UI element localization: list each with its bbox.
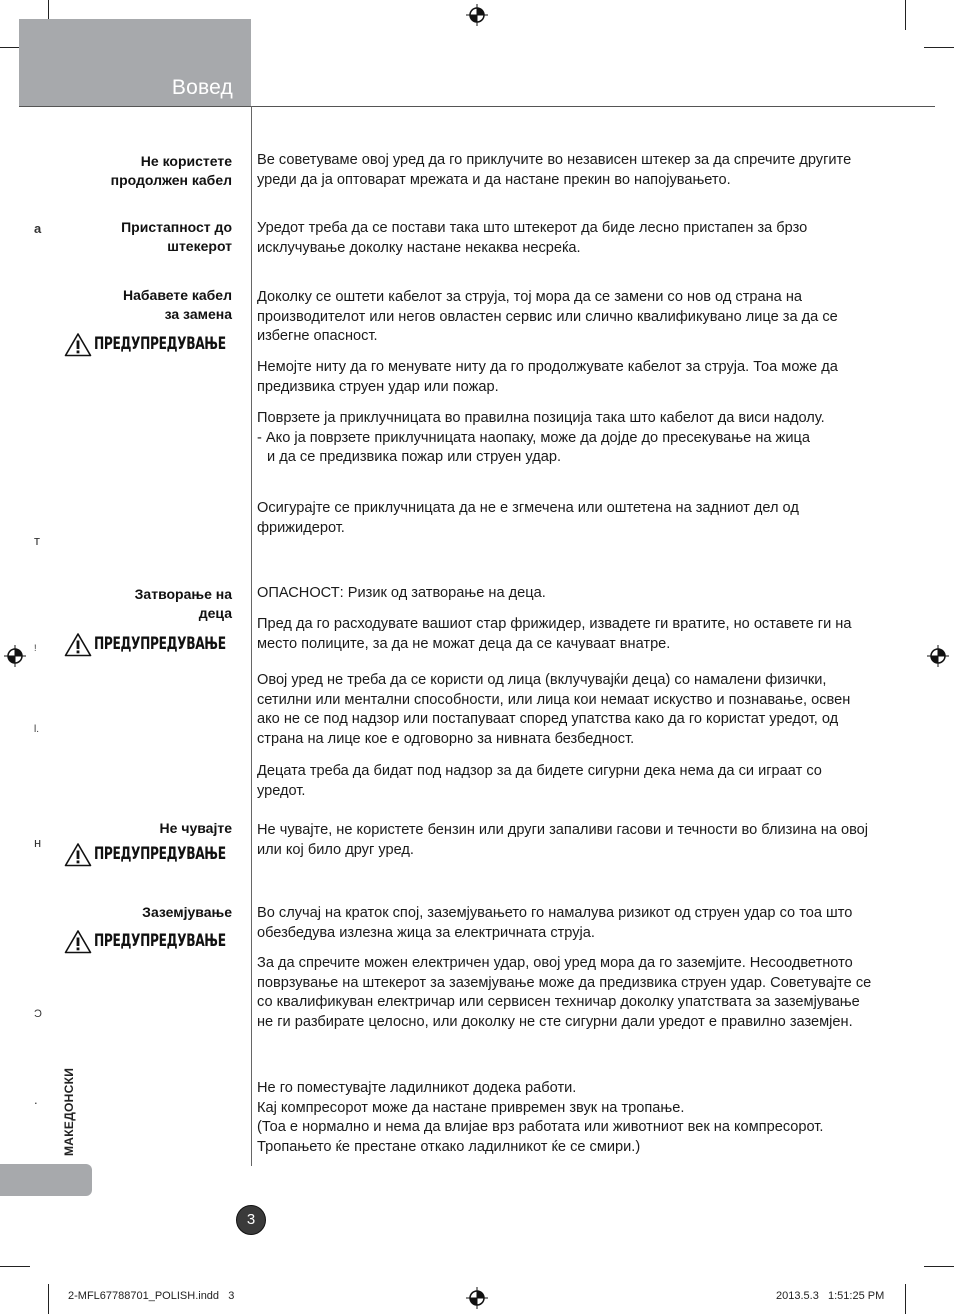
section-label xyxy=(135,585,232,623)
warning-triangle-icon xyxy=(64,332,92,357)
warning-badge xyxy=(64,630,232,658)
paragraph-line: (Тоа е нормално и нема да влијае врз работата или животниот век на компресорот. Тропањето ќе престане откако ладилникот ќе се смири.) xyxy=(257,1119,824,1155)
section-label xyxy=(160,819,232,838)
section-label-line: Пристапност до xyxy=(121,219,232,235)
section-label-line: Не користете xyxy=(140,153,232,169)
paragraph: За да спречите можен електричен удар, овој уред мора да го заземјите. Несоодветното поврзување на штекерот за заземјување може да предизвика струен удар. Советувајте се со квалификуван електричар или сервисен техничар доколку упатствата за заземјување не ги разбирате целосно, или доколку не сте сигурни дали уредот е правилно заземјен. xyxy=(257,955,872,1030)
paragraph: Уредот треба да се постави така што штекерот да биде лесно пристапен за брзо исклучување доколку настане некаква несреќа. xyxy=(257,220,808,256)
section-label-line: Не чувајте xyxy=(159,820,232,836)
section-label-line: продолжен кабел xyxy=(110,172,232,188)
registration-mark-icon xyxy=(466,4,488,26)
stray-char: ! xyxy=(34,643,37,653)
paragraph: Децата треба да бидат под надзор за да бидете сигурни дека нема да си играат со уредот. xyxy=(257,763,822,799)
language-tab xyxy=(0,1164,92,1196)
warning-label: ПРЕДУПРЕДУВАЊЕ xyxy=(94,844,226,864)
crop-mark xyxy=(924,47,954,48)
registration-mark-icon xyxy=(927,645,949,667)
paragraph: Осигурајте се приклучницата да не е згмечена или оштетена на задниот дел од фрижидерот. xyxy=(257,500,799,536)
paragraph-line: - Ако ја поврзете приклучницата наопаку, може да дојде до пресекување на жица xyxy=(257,429,810,446)
section-label xyxy=(142,903,232,922)
section-label xyxy=(111,152,232,190)
header-rule xyxy=(19,106,935,107)
header-tab xyxy=(19,19,251,106)
footer-filename: 2-MFL67788701_POLISH.indd 3 xyxy=(68,1290,235,1302)
section-label xyxy=(123,286,232,324)
page-number: 3 xyxy=(236,1205,266,1235)
paragraph: Ве советуваме овој уред да го приклучите во независен штекер за да спречите другите уреди да ја оптоварат мрежата и да настане прекин во напојувањето. xyxy=(257,152,852,188)
registration-mark-icon xyxy=(4,645,26,667)
crop-mark xyxy=(48,1284,49,1314)
registration-mark-icon xyxy=(466,1287,488,1309)
warning-badge xyxy=(64,330,232,358)
paragraph: Овој уред не треба да се користи од лица (вклучувајќи деца) со намалени физички, сетилни или ментални способности, или лица кои немаат искуство и познавање, освен ако не се под надзор или постапуваат според упатства како да го користат уредот, од страна на лице кое е одговорно за нивната безбедност. xyxy=(257,672,851,747)
paragraph: Доколку се оштети кабелот за струја, тој мора да се замени со нов од страна на производителот или негов овластен сервис или слично квалификувано лице за да се избегне опасност. xyxy=(257,289,838,345)
warning-badge xyxy=(64,840,232,868)
paragraph: Немојте ниту да го менувате ниту да го продолжувате кабелот за струја. Тоа може да предизвика струен удар или пожар. xyxy=(257,359,838,395)
section-label-line: деца xyxy=(198,605,232,621)
section-label-line: Затворање на xyxy=(134,586,232,602)
section-label xyxy=(121,218,232,256)
warning-triangle-icon xyxy=(64,842,92,867)
stray-char: т xyxy=(34,533,40,548)
paragraph-line: Не го поместувајте ладилникот додека работи. xyxy=(257,1080,577,1096)
section-label-line: штекерот xyxy=(167,238,232,254)
paragraph: Во случај на краток спој, заземјувањето го намалува ризикот од струен удар со тоа што обезбедува излезна жица за електричната струја. xyxy=(257,905,853,941)
crop-mark xyxy=(905,0,906,30)
warning-label: ПРЕДУПРЕДУВАЊЕ xyxy=(94,931,226,951)
section-label-line: Набавете кабел xyxy=(122,287,232,303)
warning-triangle-icon xyxy=(64,632,92,657)
footer-timestamp: 2013.5.3 1:51:25 PM xyxy=(776,1290,885,1302)
warning-badge xyxy=(64,927,232,955)
warning-triangle-icon xyxy=(64,929,92,954)
paragraph xyxy=(257,409,872,468)
section-label-line: за замена xyxy=(164,306,232,322)
language-tab-label: МАКЕДОНСКИ xyxy=(62,1067,76,1156)
crop-mark xyxy=(0,1266,30,1267)
stray-char: l. xyxy=(34,724,39,735)
paragraph-line: Кај компресорот може да настане привремен звук на тропање. xyxy=(257,1099,685,1116)
page-title: Вовед xyxy=(171,76,233,99)
stray-char: Ɔ xyxy=(34,1008,42,1020)
warning-label: ПРЕДУПРЕДУВАЊЕ xyxy=(94,334,226,354)
paragraph-line: Поврзете ја приклучницата во правилна позиција така што кабелот да виси надолу. xyxy=(257,410,825,426)
stray-char: а xyxy=(34,221,42,236)
section-label-line: Заземјување xyxy=(142,904,232,920)
warning-label: ПРЕДУПРЕДУВАЊЕ xyxy=(94,634,226,654)
stray-char: н xyxy=(34,835,42,850)
paragraph xyxy=(257,1079,872,1157)
paragraph: Не чувајте, не користете бензин или други запаливи гасови и течности во близина на овој или кој било друг уред. xyxy=(257,822,869,858)
paragraph-line: и да се предизвика пожар или струен удар. xyxy=(267,449,562,466)
paragraph: ОПАСНОСТ: Ризик од затворање на деца. xyxy=(257,585,546,601)
crop-mark xyxy=(924,1266,954,1267)
crop-mark xyxy=(905,1284,906,1314)
paragraph: Пред да го расходувате вашиот стар фрижидер, извадете ги вратите, но оставете ги на место полиците, за да не можат деца да се качуваат внатре. xyxy=(257,616,852,652)
column-divider xyxy=(251,106,252,1166)
stray-char: . xyxy=(34,1092,38,1107)
